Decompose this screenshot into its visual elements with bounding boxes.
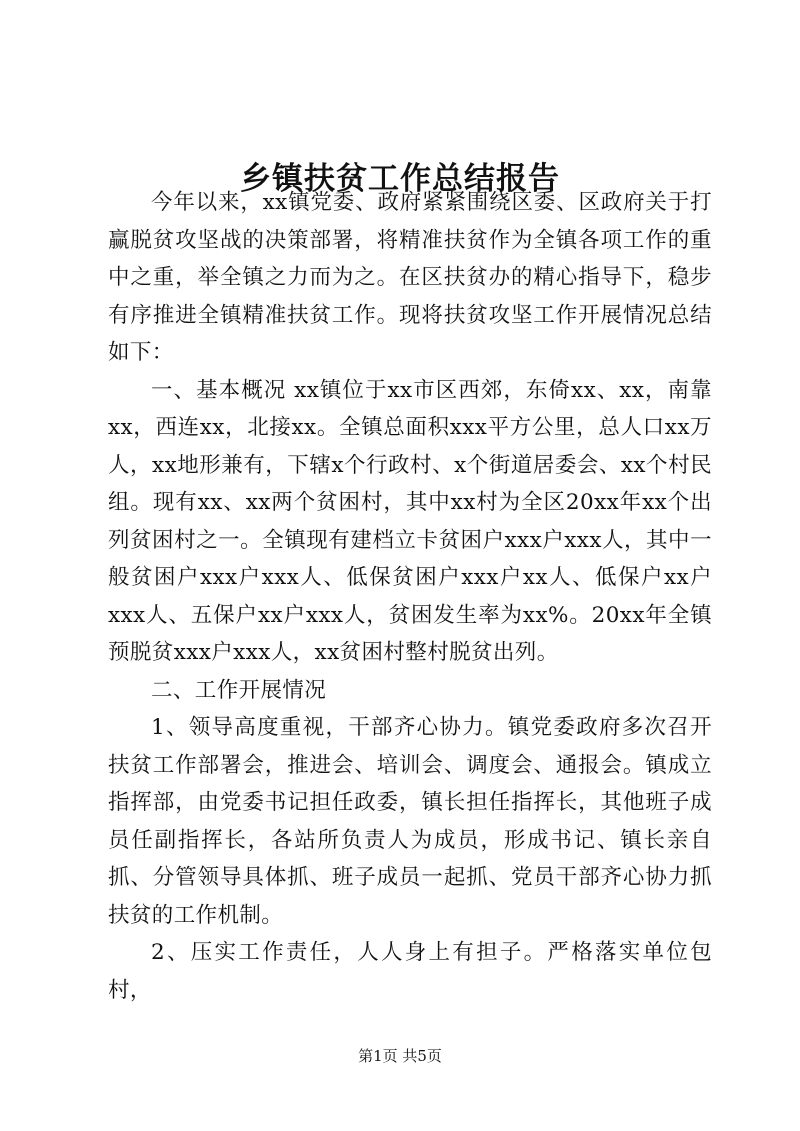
document-body [108,184,712,1009]
document-title: 乡镇扶贫工作总结报告 [240,160,560,197]
paragraph-responsibility: 2、压实工作责任，人人身上有担子。严格落实单位包村， [108,940,712,1003]
page-footer: 第1页 共5页 [358,1047,442,1065]
paragraph-leadership: 1、领导高度重视，干部齐心协力。镇党委政府多次召开扶贫工作部署会，推进会、培训会、调度会、通报会。镇成立指挥部，由党委书记担任政委，镇长担任指挥长，其他班子成员任副指挥长，各站所负责人为成员，形成书记、镇长亲自抓、分管领导具体抓、班子成员一起抓、党员干部齐心协力抓扶贫的工作机制。 [108,715,712,928]
section-heading-work: 二、工作开展情况 [151,677,327,703]
paragraph-intro: 今年以来，xx镇党委、政府紧紧围绕区委、区政府关于打赢脱贫攻坚战的决策部署，将精准扶贫作为全镇各项工作的重中之重，举全镇之力而为之。在区扶贫办的精心指导下，稳步有序推进全镇精准扶贫工作。现将扶贫攻坚工作开展情况总结如下： [108,190,712,365]
paragraph-overview: 一、基本概况 xx镇位于xx市区西郊，东倚xx、xx，南靠xx，西连xx，北接xx。全镇总面积xxx平方公里，总人口xx万人，xx地形兼有，下辖x个行政村、x个街道居委会、xx个村民组。现有xx、xx两个贫困村，其中xx村为全区20xx年xx个出列贫困村之一。全镇现有建档立卡贫困户xxx户xxx人，其中一般贫困户xxx户xxx人、低保贫困户xxx户xx人、低保户xx户xxx人、五保户xx户xxx人，贫困发生率为xx%。20xx年全镇预脱贫xxx户xxx人，xx贫困村整村脱贫出列。 [108,377,712,665]
